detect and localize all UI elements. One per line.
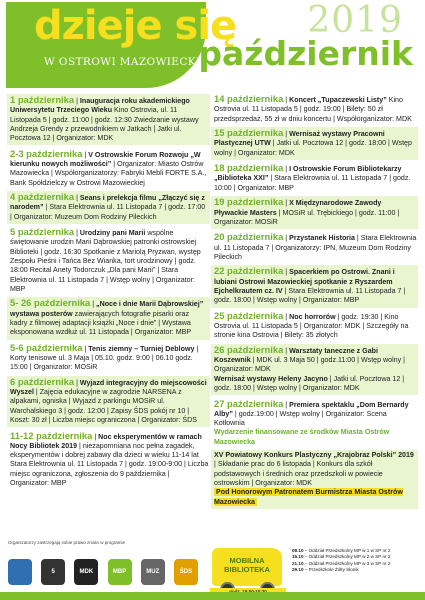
event-title: V Ostrowskie Forum Rozwoju „W kierunku nowych możliwości” — [10, 150, 201, 168]
event-title: X Międzynarodowe Zawody Pływackie Masters — [214, 199, 382, 217]
logo-row — [8, 548, 198, 596]
event-body: Korty tenisowe ul. 3 Maja | 05.10. godz. 9:00 | 06.10 godz. 15:00 | Organizator: MOSiR — [10, 354, 193, 372]
event-item: 11-12 października | Noc eksperymentów w ramach Nocy Bibliotek 2019 | niezapomniana noc pełna zagadek, eksperymentów i dobrej zabawy dla dzieci w wieku 11-14 lat Stara Elektrownia ul. 11 Listopada 7 | godz. 19:00-9:00 | Liczba miejsc ograniczona, zgłoszenia do 9 października | Organizator: MBP — [10, 429, 209, 487]
event-date: 11-12 października — [10, 429, 93, 441]
event-body: Stara Elektrownia ul. 11 Listopada 7 | godz. 10:00 | Organizator: MBP — [214, 174, 411, 192]
event-title: „Noce i dnie Marii Dąbrowskiej” wystawa posterów — [10, 300, 204, 318]
event-date: 26 października — [214, 343, 284, 355]
stop-text: Oddział Przedszkolny MP w 3 w SP nr 2 — [308, 560, 391, 566]
event-title: Tenis ziemny – Turniej Deblowy — [88, 344, 195, 353]
event-body: Organizator: Miasto Ostrów Mazowiecka | Współorganizatorzy: Fabryki Mebli FORTE S.A., Bank Spółdzielczy w Ostrowi Mazowieckiej — [10, 159, 207, 187]
event-body: godz. 19:30 | Kino Ostrovia ul. 11 Listopada 5 | Organizator: MDK | Szczegóły na stronie kina Ostrovia | Bilety: 35 złotych — [214, 312, 409, 340]
event-title: Spacerkiem po Ostrowi. Znani i lubiani Ostrowi Mazowieckiej spotkanie z Ryszardem Ejchelkrautem cz. IV — [214, 268, 395, 295]
mbp-logo: MBP — [108, 559, 132, 585]
stop-text: Oddział Przedszkolny MP w 1 w SP nr 2 — [308, 548, 391, 553]
event-item: 5 października | Urodziny pani Marii wspólne świętowanie urodzin Marii Dąbrowskiej patronki ostrowskiej Biblioteki | godz. 16:30 Spotkanie z Mariolą Pryzwan, występ Zespołu Pieśni i Tańca Bez Wianka, tort urodzinowy | godz. 18:00 Recital Anety Todorczuk „Dla pani Marii” | Stara Elektrownia ul. 11 Listopada 7 | Wstęp wolny | Organizator: MBP — [10, 226, 201, 293]
event-date: 4 października — [10, 191, 75, 203]
event-item: 5-6 października | Tenis ziemny – Turniej Deblowy | Korty tenisowe ul. 3 Maja | 05.10. godz. 9:00 | 06.10 godz. 15:00 | Organizator: MOSiR — [10, 341, 199, 372]
event-item: 4 października | Seans i prelekcja filmu „Złączyć się z narodem” | Stara Elektrownia ul. 11 Listopada 7 | godz. 17:00 | Organizator: Muzeum Dom Rodziny Pileckich — [7, 191, 210, 224]
stop-text: Oddział Przedszkolny MP w 2 w SP nr 2 — [308, 554, 391, 560]
city-crest-logo — [8, 559, 32, 585]
event-title: Premiera spektaklu „Dom Bernardy Alby” — [214, 400, 409, 418]
event-body: godz.19:00 | Wstęp wolny | Organizator: Scena Kotłownia — [214, 409, 387, 428]
bus-stop: 21.10 – Oddział Przedszkolny MP w 3 w SP nr 2 — [292, 560, 391, 566]
event-body: MOSiR ul. Trębickiego | godz. 11:00 | Organizator: MOSiR — [214, 208, 400, 226]
event-body: Kino Ostrovia ul. 11 Listopada 5 | godz. 19:00 | Bilety: 50 zł przedsprzedaż, 55 zł w dniu koncertu | Współorganizator: MDK — [214, 96, 412, 123]
event-body: Stara Elektrownia ul. 11 Listopada 7 | godz. 17:00 | Organizator: Muzeum Dom Rodziny Pileckich — [10, 203, 206, 221]
funding-note: Wydarzenie finansowane ze środków Miasta Ostrów Mazowiecka — [214, 428, 390, 446]
sponsor-label: Organizatorzy zastrzegają sobie prawo zmian w programie — [8, 540, 126, 545]
event-item: 27 października | Premiera spektaklu „Dom Bernardy Alby” | godz.19:00 | Wstęp wolny | Organizator: Scena Kotłownia Wydarzenie finansowane ze środków Miasta Ostrów Mazowiecka — [214, 397, 409, 446]
event-body: Stara Elektrownia ul. 11 Listopada 7 | godz. 18:00 | Wstęp wolny | Organizator: MBP — [214, 286, 406, 305]
event-title: Warsztaty taneczne z Gabi Koszewnik — [214, 346, 378, 365]
event-title: Koncert „Tupaczewski Listy” — [289, 96, 387, 104]
event-date: 5- 26 października — [10, 297, 91, 309]
event-body: Jatki ul. Pocztowa 12 | godz. 18:00 | Wstęp wolny | Organizator: MDK — [214, 139, 412, 157]
event-body: Stara Elektrownia ul. 11 Listopada 7 | Organizatorzy: IPN, Muzeum Dom Rodziny Pileckich — [214, 234, 417, 261]
event-item: 6 października | Wyjazd integracyjny do miejscowości Wyszel | Zajęcia edukacyjne w zagrodzie NARSENA z alpakami, ogniska | Wyjazd z parkingu MOSiR ul. Warchalskiego 3 | godz. 12:00 | Zapisy ŚDS pokój nr 10 | Koszt: 30 zł | Liczba miejsc ograniczona | Organizator: ŚDS — [7, 376, 210, 427]
event-item: 19 października | X Międzynarodowe Zawody Pływackie Masters | MOSiR ul. Trębickiego | godz. 11:00 | Organizator: MOSiR — [211, 196, 418, 229]
header — [0, 0, 425, 92]
event-title: Wernisaż wystawy Heleny Jacyno — [214, 374, 328, 383]
event-item: 2-3 października | V Ostrowskie Forum Rozwoju „W kierunku nowych możliwości” | Organizator: Miasto Ostrów Mazowiecka | Współorganizatorzy: Fabryki Mebli FORTE S.A., Bank Spółdzielczy w Ostrowi Mazowieckiej — [10, 147, 207, 187]
event-title: Noc eksperymentów w ramach Nocy Bibliotek 2019 — [10, 432, 202, 450]
bus-stop: 15.10 – Oddział Przedszkolny MP w 2 w SP nr 2 — [292, 554, 391, 560]
event-date: 18 października — [214, 162, 284, 174]
mdk-logo: MDK — [74, 559, 98, 585]
pileccy-museum-logo: MUZ — [141, 559, 165, 585]
event-date: 5 października — [10, 226, 75, 238]
stop-text: Przedszkole Żółty Słonik — [308, 567, 359, 573]
event-body: Kino Ostrovia, ul. 11 Listopada 5 | godz. 11:00 | godz. 12:30 Zwiedzanie wystawy Andrzeja Grendy z przewodnikiem w Jatkach | Jatki ul. Pocztowa 12 | Organizator: MDK — [10, 106, 199, 143]
year-label: 2019 — [307, 0, 403, 41]
event-title: Wyjazd integracyjny do miejscowości Wyszel — [10, 378, 207, 397]
footer — [0, 538, 425, 600]
ostrovia-logo: 5 — [41, 559, 65, 585]
event-item: 1 października | Inauguracja roku akademickiego Uniwersytetu Trzeciego Wieku Kino Ostrovia, ul. 11 Listopada 5 | godz. 11:00 | godz. 12:30 Zwiedzanie wystawy Andrzeja Grendy z przewodnikiem w Jatkach | Jatki ul. Pocztowa 12 | Organizator: MDK — [7, 94, 210, 145]
contest-item: XV Powiatowy Konkurs Plastyczny „Krajobraz Polski” 2019 | Składanie prac do 6 listopada | Konkurs dla szkół podstawowych i średnich oraz przedszkoli w powiecie ostrowskim | Organizator: MDK Pod Honorowym Patronatem Burmistrza Miasta Ostrów Mazowiecka — [211, 450, 418, 509]
event-item: 25 października | Noc horrorów | godz. 19:30 | Kino Ostrovia ul. 11 Listopada 5 | Organizator: MDK | Szczegóły na stronie kina Ostrovia | Bilety: 35 złotych — [214, 309, 409, 340]
sds-logo: ŚDS — [174, 559, 198, 585]
event-date: 22 października — [214, 265, 284, 277]
event-title: I Ostrowskie Forum Bibliotekarzy „Biblioteka XXI” — [214, 165, 402, 183]
event-date: 27 października — [214, 397, 284, 409]
event-date: 20 października — [214, 231, 284, 243]
event-body: Jatki ul. Pocztowa 12 | godz. 18:00 | Wstęp wolny | Organizator: MDK — [214, 374, 405, 393]
stop-date: 15.10 — [292, 554, 304, 560]
mobile-library-bus — [208, 542, 288, 594]
event-title: Wernisaż wystawy Pracowni Plastycznej UTW — [214, 130, 385, 148]
event-item: 26 października | Warsztaty taneczne z Gabi Koszewnik | MDK ul. 3 Maja 50 | godz.11:00 | Wstęp wolny | Organizator: MDK Wernisaż wystawy Heleny Jacyno | Jatki ul. Pocztowa 12 | godz. 18:00 | Wstęp wolny | Organizator: MDK — [211, 344, 418, 395]
bus-title: MOBILNA BIBLIOTEKA — [224, 556, 270, 574]
event-body: niezapomniana noc pełna zagadek, eksperymentów i dobrej zabawy dla dzieci w wieku 11-14 lat Stara Elektrownia ul. 11 Listopada 7 | godz. 19:00-9:00 | Liczba miejsc ograniczona, zgłoszenia do 9 października | Organizator: MBP — [10, 441, 209, 487]
event-date: 6 października — [10, 375, 75, 387]
event-date: 2-3 października — [10, 147, 83, 159]
poster-subtitle: W OSTROWI MAZOWIECKIEJ — [44, 56, 214, 68]
event-body: Zajęcia edukacyjne w zagrodzie NARSENA z alpakami, ogniska | Wyjazd z parkingu MOSiR ul. Warchalskiego 3 | godz. 12:00 | Zapisy ŚDS pokój nr 10 | Koszt: 30 zł | Liczba miejsc ograniczona | Organizator: ŚDS — [10, 388, 198, 425]
event-date: 15 października — [214, 127, 284, 139]
event-title: Noc horrorów — [289, 312, 336, 321]
event-body: zawierających fotografie pisarki oraz kadry z filmowej adaptacji książki „Noce i dnie” | Wystawa eksponowana wzdłuż ul. 11 Listopada | Organizator: MBP — [10, 309, 192, 337]
contest-patron: Pod Honorowym Patronatem Burmistrza Miasta Ostrów Mazowiecka — [214, 488, 403, 506]
stop-date: 29.10 — [292, 567, 304, 573]
bus-stop: 29.10 – Przedszkole Żółty Słonik — [292, 567, 359, 573]
event-body: wspólne świętowanie urodzin Marii Dąbrowskiej patronki ostrowskiej Biblioteki | godz. 16:30 Spotkanie z Mariolą Pryzwan, występ Zespołu Pieśni i Tańca Bez Wianka, tort urodzinowy | godz. 18:00 Recital Anety Todorczuk „Dla pani Marii” | Stara Elektrownia ul. 11 Listopada 7 | Wstęp wolny | Organizator: MBP — [10, 229, 201, 293]
month-label: październik — [198, 34, 413, 73]
event-item: 5- 26 października | „Noce i dnie Marii Dąbrowskiej” wystawa posterów zawierających fotografie pisarki oraz kadry z filmowej adaptacji książki „Noce i dnie” | Wystawa eksponowana wzdłuż ul. 11 Listopada | Organizator: MBP — [7, 297, 210, 339]
event-date: 5-6 października — [10, 341, 83, 353]
stop-date: 21.10 — [292, 560, 304, 566]
bus-stop: 08.10 – Oddział Przedszkolny MP w 1 w SP nr 2 — [292, 548, 391, 553]
event-title: Urodziny pani Marii — [79, 229, 146, 238]
contest-title: XV Powiatowy Konkurs Plastyczny „Krajobraz Polski” 2019 — [214, 451, 414, 460]
event-date: 19 października — [214, 196, 284, 208]
event-body: MDK ul. 3 Maja 50 | godz.11:00 | Wstęp wolny | Organizator: MDK — [214, 356, 405, 374]
events-right-column — [214, 94, 418, 512]
title-block — [6, 2, 237, 88]
event-item: 15 października | Wernisaż wystawy Pracowni Plastycznej UTW | Jatki ul. Pocztowa 12 | godz. 18:00 | Wstęp wolny | Organizator: MDK — [211, 127, 418, 160]
event-item: 14 października | Koncert „Tupaczewski Listy” Kino Ostrovia ul. 11 Listopada 5 | godz. 19:00 | Bilety: 50 zł przedsprzedaż, 55 zł w dniu koncertu | Współorganizator: MDK — [214, 93, 412, 123]
event-date: 14 października — [214, 93, 284, 104]
event-date: 25 października — [214, 309, 284, 321]
event-item: 20 października | Przystanek Historia | Stara Elektrownia ul. 11 Listopada 7 | Organizatorzy: IPN, Muzeum Dom Rodziny Pileckich — [214, 231, 417, 261]
event-title: Inauguracja roku akademickiego Uniwersytetu Trzeciego Wieku — [10, 97, 190, 115]
bottom-bar — [0, 592, 425, 600]
events-left-column — [10, 94, 210, 491]
contest-body: Składanie prac do 6 listopada | Konkurs dla szkół podstawowych i średnich oraz przedszkoli w powiecie ostrowskim | Organizator: MDK — [214, 460, 383, 488]
event-title: Seans i prelekcja filmu „Złączyć się z narodem” — [10, 194, 205, 212]
event-item: 18 października | I Ostrowskie Forum Bibliotekarzy „Biblioteka XXI” | Stara Elektrownia ul. 11 Listopada 7 | godz. 10:00 | Organizator: MBP — [214, 162, 411, 192]
bus-stops — [292, 548, 422, 574]
event-title: Przystanek Historia — [289, 234, 355, 243]
poster-title: dzieje się — [34, 3, 237, 49]
event-date: 1 października — [10, 94, 75, 105]
event-item: 22 października | Spacerkiem po Ostrowi. Znani i lubiani Ostrowi Mazowieckiej spotkanie z Ryszardem Ejchelkrautem cz. IV | Stara Elektrownia ul. 11 Listopada 7 | godz. 18:00 | Wstęp wolny | Organizator: MBP — [211, 265, 418, 307]
stop-date: 08.10 — [292, 548, 304, 553]
